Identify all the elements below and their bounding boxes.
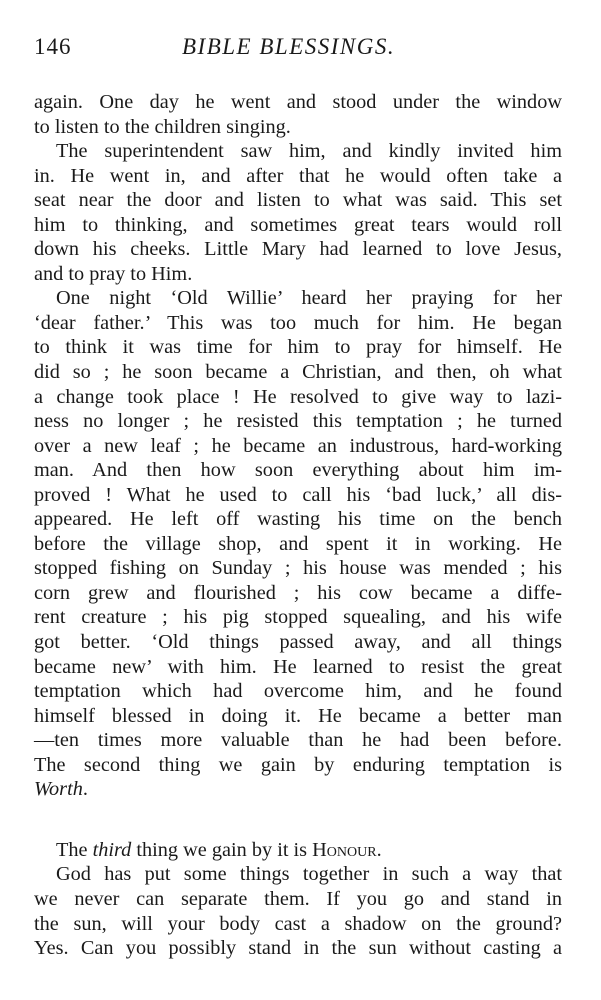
- text-line: and to pray to Him.: [34, 262, 193, 285]
- text-line: —ten times more valuable than he had been before.: [34, 729, 562, 752]
- text-line: again. One day he went and stood under the window: [34, 91, 562, 113]
- text-line: the sun, will your body cast a shadow on the ground?: [34, 912, 562, 935]
- text-line: Yes. Can you possibly stand in the sun without casting a: [34, 937, 562, 960]
- running-head: [34, 34, 564, 64]
- text-line: [34, 777, 562, 802]
- emphasis-word: third: [92, 838, 132, 861]
- text-run: thing we gain by it is: [131, 838, 313, 861]
- text-line: The second thing we gain by enduring temptation is: [34, 753, 562, 776]
- text-line: got better. ‘Old things passed away, and all things: [34, 631, 562, 654]
- text-line: we never can separate them. If you go and stand in: [34, 887, 562, 910]
- text-line: One night ‘Old Willie’ heard her praying for her: [56, 287, 562, 310]
- text-line: down his cheeks. Little Mary had learned to love Jesus,: [34, 238, 562, 261]
- text-line: did so ; he soon became a Christian, and then, oh what: [34, 361, 562, 384]
- emphasis-word: Worth: [34, 778, 83, 801]
- text-line: The superintendent saw him, and kindly invited him: [56, 140, 562, 163]
- text-line: ness no longer ; he resisted this temptation ; he turned: [34, 410, 562, 433]
- page-number: 146: [34, 34, 72, 59]
- text-line: him to thinking, and sometimes great tears would roll: [34, 213, 562, 236]
- text-run: The: [56, 838, 93, 861]
- text-line: became new’ with him. He learned to resist the great: [34, 655, 562, 678]
- text-line: ‘dear father.’ This was too much for him. He began: [34, 311, 562, 334]
- punctuation: .: [82, 778, 88, 801]
- small-caps-word: Honour: [312, 838, 377, 861]
- text-line: seat near the door and listen to what was said. This set: [34, 189, 562, 212]
- section-gap: [34, 802, 562, 838]
- text-line: rent creature ; his pig stopped squealing, and his wife: [34, 606, 562, 629]
- text-line: corn grew and flourished ; his cow became a diffe-: [34, 581, 562, 604]
- body-text: [34, 90, 562, 961]
- text-line: to think it was time for him to pray for himself. He: [34, 336, 562, 359]
- running-title: BIBLE BLESSINGS.: [182, 34, 396, 59]
- text-line: temptation which had overcome him, and he found: [34, 680, 562, 703]
- text-line: proved ! What he used to call his ‘bad luck,’ all dis-: [34, 483, 562, 506]
- paragraphs-block: [34, 90, 562, 777]
- text-line: God has put some things together in such a way that: [56, 863, 562, 886]
- text-line: appeared. He left off wasting his time on the bench: [34, 508, 562, 531]
- text-line: before the village shop, and spent it in working. He: [34, 532, 562, 555]
- text-line: [34, 838, 562, 863]
- text-line: man. And then how soon everything about him im-: [34, 459, 562, 482]
- paragraphs-block: [34, 862, 562, 960]
- text-line: a change took place ! He resolved to give way to lazi-: [34, 385, 562, 408]
- text-line: in. He went in, and after that he would often take a: [34, 164, 562, 187]
- text-line: stopped fishing on Sunday ; his house was mended ; his: [34, 557, 562, 580]
- punctuation: .: [376, 838, 382, 861]
- text-line: to listen to the children singing.: [34, 115, 291, 138]
- text-line: over a new leaf ; he became an industrous, hard-working: [34, 434, 562, 457]
- text-line: himself blessed in doing it. He became a better man: [34, 704, 562, 727]
